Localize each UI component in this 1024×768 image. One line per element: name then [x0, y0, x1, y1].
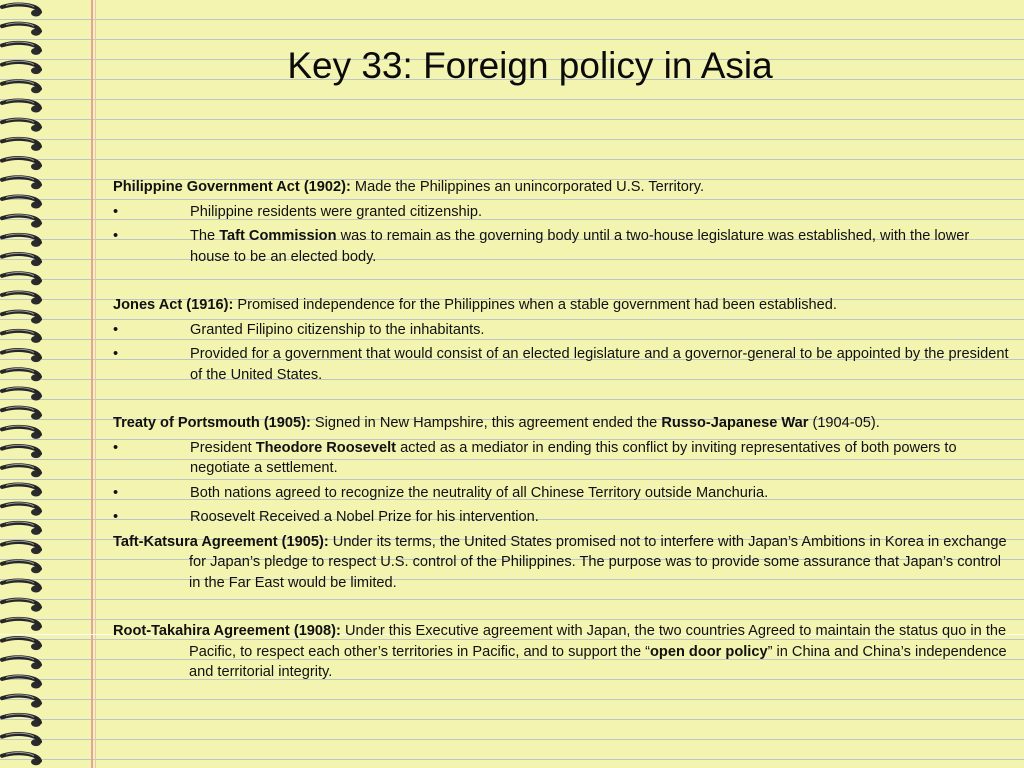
spiral-coil [2, 100, 41, 113]
bullet-item: • Granted Filipino citizenship to the inhabitants. [113, 316, 1013, 341]
spiral-coil [2, 503, 41, 516]
philippine-act-paragraph: Philippine Government Act (1902): Made the Philippines an unincorporated U.S. Territory. [113, 179, 705, 195]
jones-act-paragraph: Jones Act (1916): Promised independence for the Philippines when a stable government had been established. [113, 297, 837, 313]
spiral-coil [2, 23, 41, 36]
spiral-coil [2, 138, 41, 151]
spiral-coil [2, 157, 41, 170]
spiral-coil [2, 656, 41, 669]
bullet-item: • The Taft Commission was to remain as the governing body until a two-house legislature was established, with the lower house to be an elected body. [113, 222, 1013, 267]
spiral-coil [2, 637, 41, 650]
bullet-icon: • [113, 228, 119, 244]
spiral-coil [2, 272, 41, 285]
bullet-icon: • [113, 439, 119, 456]
page-title: Key 33: Foreign policy in Asia [287, 45, 773, 86]
jones-act-heading: Jones Act (1916): [113, 297, 234, 313]
spiral-coil [2, 695, 41, 708]
spiral-coil [2, 484, 41, 497]
root-takahira-paragraph: Root-Takahira Agreement (1908): Under this Executive agreement with Japan, the two countries Agreed to maintain the status quo in the Pacific, to respect each other’s territories in Pacific, and to support the “open door policy” in China and China’s independence and territorial integrity. [113, 623, 1007, 680]
bullet-icon: • [113, 346, 119, 362]
spiral-coil [2, 388, 41, 401]
bullet-item: • Roosevelt Received a Nobel Prize for his intervention. [113, 503, 1013, 528]
spiral-coil [2, 464, 41, 477]
bullet-icon: • [113, 484, 119, 501]
spiral-coil [2, 253, 41, 266]
root-takahira-heading: Root-Takahira Agreement (1908): [113, 623, 341, 639]
spiral-coil [2, 292, 41, 305]
spiral-coil [2, 522, 41, 535]
spiral-coil [2, 4, 41, 17]
margin-line-secondary [95, 0, 96, 768]
bullet-icon: • [113, 203, 119, 220]
taft-katsura-paragraph: Taft-Katsura Agreement (1905): Under its terms, the United States promised not to interfere with Japan’s Ambitions in Korea in exchange for Japan’s pledge to respect U.S. control of the Philippines. The purpose was to provide some assurance that Japan’s control in the Far East would be limited. [113, 533, 1007, 591]
spiral-coil [2, 349, 41, 362]
bullet-item: • Both nations agreed to recognize the neutrality of all Chinese Territory outside Manchuria. [113, 479, 1013, 504]
portsmouth-heading: Treaty of Portsmouth (1905): [113, 415, 311, 431]
bullet-item: • Philippine residents were granted citizenship. [113, 198, 1013, 223]
bullet-icon: • [113, 321, 119, 338]
spiral-coil [2, 560, 41, 573]
margin-line [91, 0, 93, 768]
spiral-coil [2, 119, 41, 132]
spiral-coil [2, 196, 41, 209]
spiral-coil [2, 752, 41, 765]
spiral-binding [0, 0, 50, 768]
spiral-coil [2, 176, 41, 189]
bullet-item: • Provided for a government that would consist of an elected legislature and a governor-general to be appointed by the president of the United States. [113, 340, 1013, 385]
spiral-coil [2, 599, 41, 612]
spiral-coil [2, 368, 41, 381]
spiral-coil [2, 541, 41, 554]
content-body [113, 177, 1013, 683]
bullet-item: • President Theodore Roosevelt acted as a mediator in ending this conflict by inviting representatives of both powers to negotiate a settlement. [113, 434, 1013, 479]
spiral-coil [2, 426, 41, 439]
spiral-coil [2, 407, 41, 420]
spiral-coil [2, 311, 41, 324]
spiral-coil [2, 676, 41, 689]
spiral-coil [2, 215, 41, 228]
taft-katsura-heading: Taft-Katsura Agreement (1905): [113, 533, 329, 550]
spiral-coil [2, 445, 41, 458]
bullet-icon: • [113, 509, 119, 525]
spiral-coil [2, 330, 41, 343]
philippine-act-heading: Philippine Government Act (1902): [113, 179, 351, 195]
spiral-coil [2, 714, 41, 727]
spiral-coil [2, 234, 41, 247]
portsmouth-paragraph: Treaty of Portsmouth (1905): Signed in New Hampshire, this agreement ended the Russo-Japanese War (1904-05). [113, 415, 880, 431]
spiral-coil [2, 580, 41, 593]
spiral-coil [2, 618, 41, 631]
spiral-coil [2, 733, 41, 746]
